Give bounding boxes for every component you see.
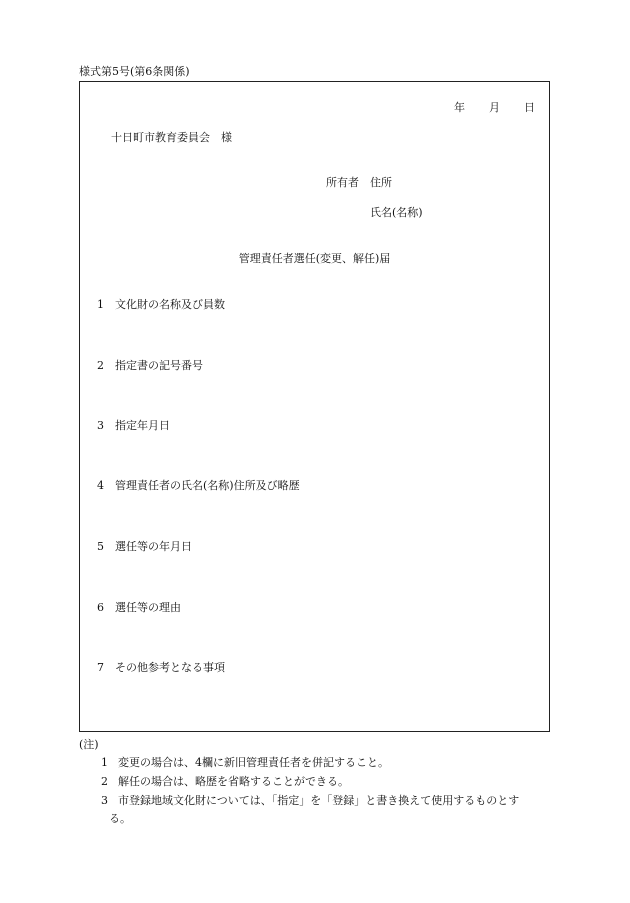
- notes-heading: (注): [79, 738, 99, 751]
- note-text: 市登録地域文化財については、「指定」を「登録」と書き換えて使用するものとす: [118, 794, 520, 807]
- note-text: 変更の場合は、4欄に新旧管理責任者を併記すること。: [118, 756, 389, 769]
- note-number: 3: [101, 794, 108, 807]
- addressee: 十日町市教育委員会 様: [111, 131, 232, 144]
- note-number: 2: [101, 775, 108, 788]
- item-label: 選任等の年月日: [115, 540, 192, 553]
- date-day: 日: [524, 101, 535, 114]
- note-text: 解任の場合は、略歴を省略することができる。: [118, 775, 349, 788]
- form-number: 様式第5号(第6条関係): [79, 65, 190, 78]
- form-title: 管理責任者選任(変更、解任)届: [238, 252, 391, 265]
- date-year: 年: [454, 101, 465, 114]
- item-number: 5: [97, 540, 104, 553]
- item-label: 文化財の名称及び員数: [115, 298, 225, 311]
- item-number: 2: [97, 359, 104, 372]
- form-frame: [79, 81, 550, 732]
- item-number: 4: [97, 479, 104, 492]
- item-number: 1: [97, 298, 104, 311]
- date-month: 月: [489, 101, 500, 114]
- item-number: 7: [97, 661, 104, 674]
- owner-address-label: 住所: [370, 176, 392, 189]
- item-number: 6: [97, 601, 104, 614]
- item-label: 選任等の理由: [115, 601, 181, 614]
- owner-label: 所有者: [326, 176, 359, 189]
- item-label: 指定年月日: [115, 419, 170, 432]
- item-label: 指定書の記号番号: [115, 359, 203, 372]
- item-number: 3: [97, 419, 104, 432]
- item-label: 管理責任者の氏名(名称)住所及び略歴: [115, 479, 300, 492]
- owner-name-label: 氏名(名称): [370, 206, 423, 219]
- note-text-continued: る。: [109, 812, 131, 825]
- note-number: 1: [101, 756, 108, 769]
- item-label: その他参考となる事項: [115, 661, 225, 674]
